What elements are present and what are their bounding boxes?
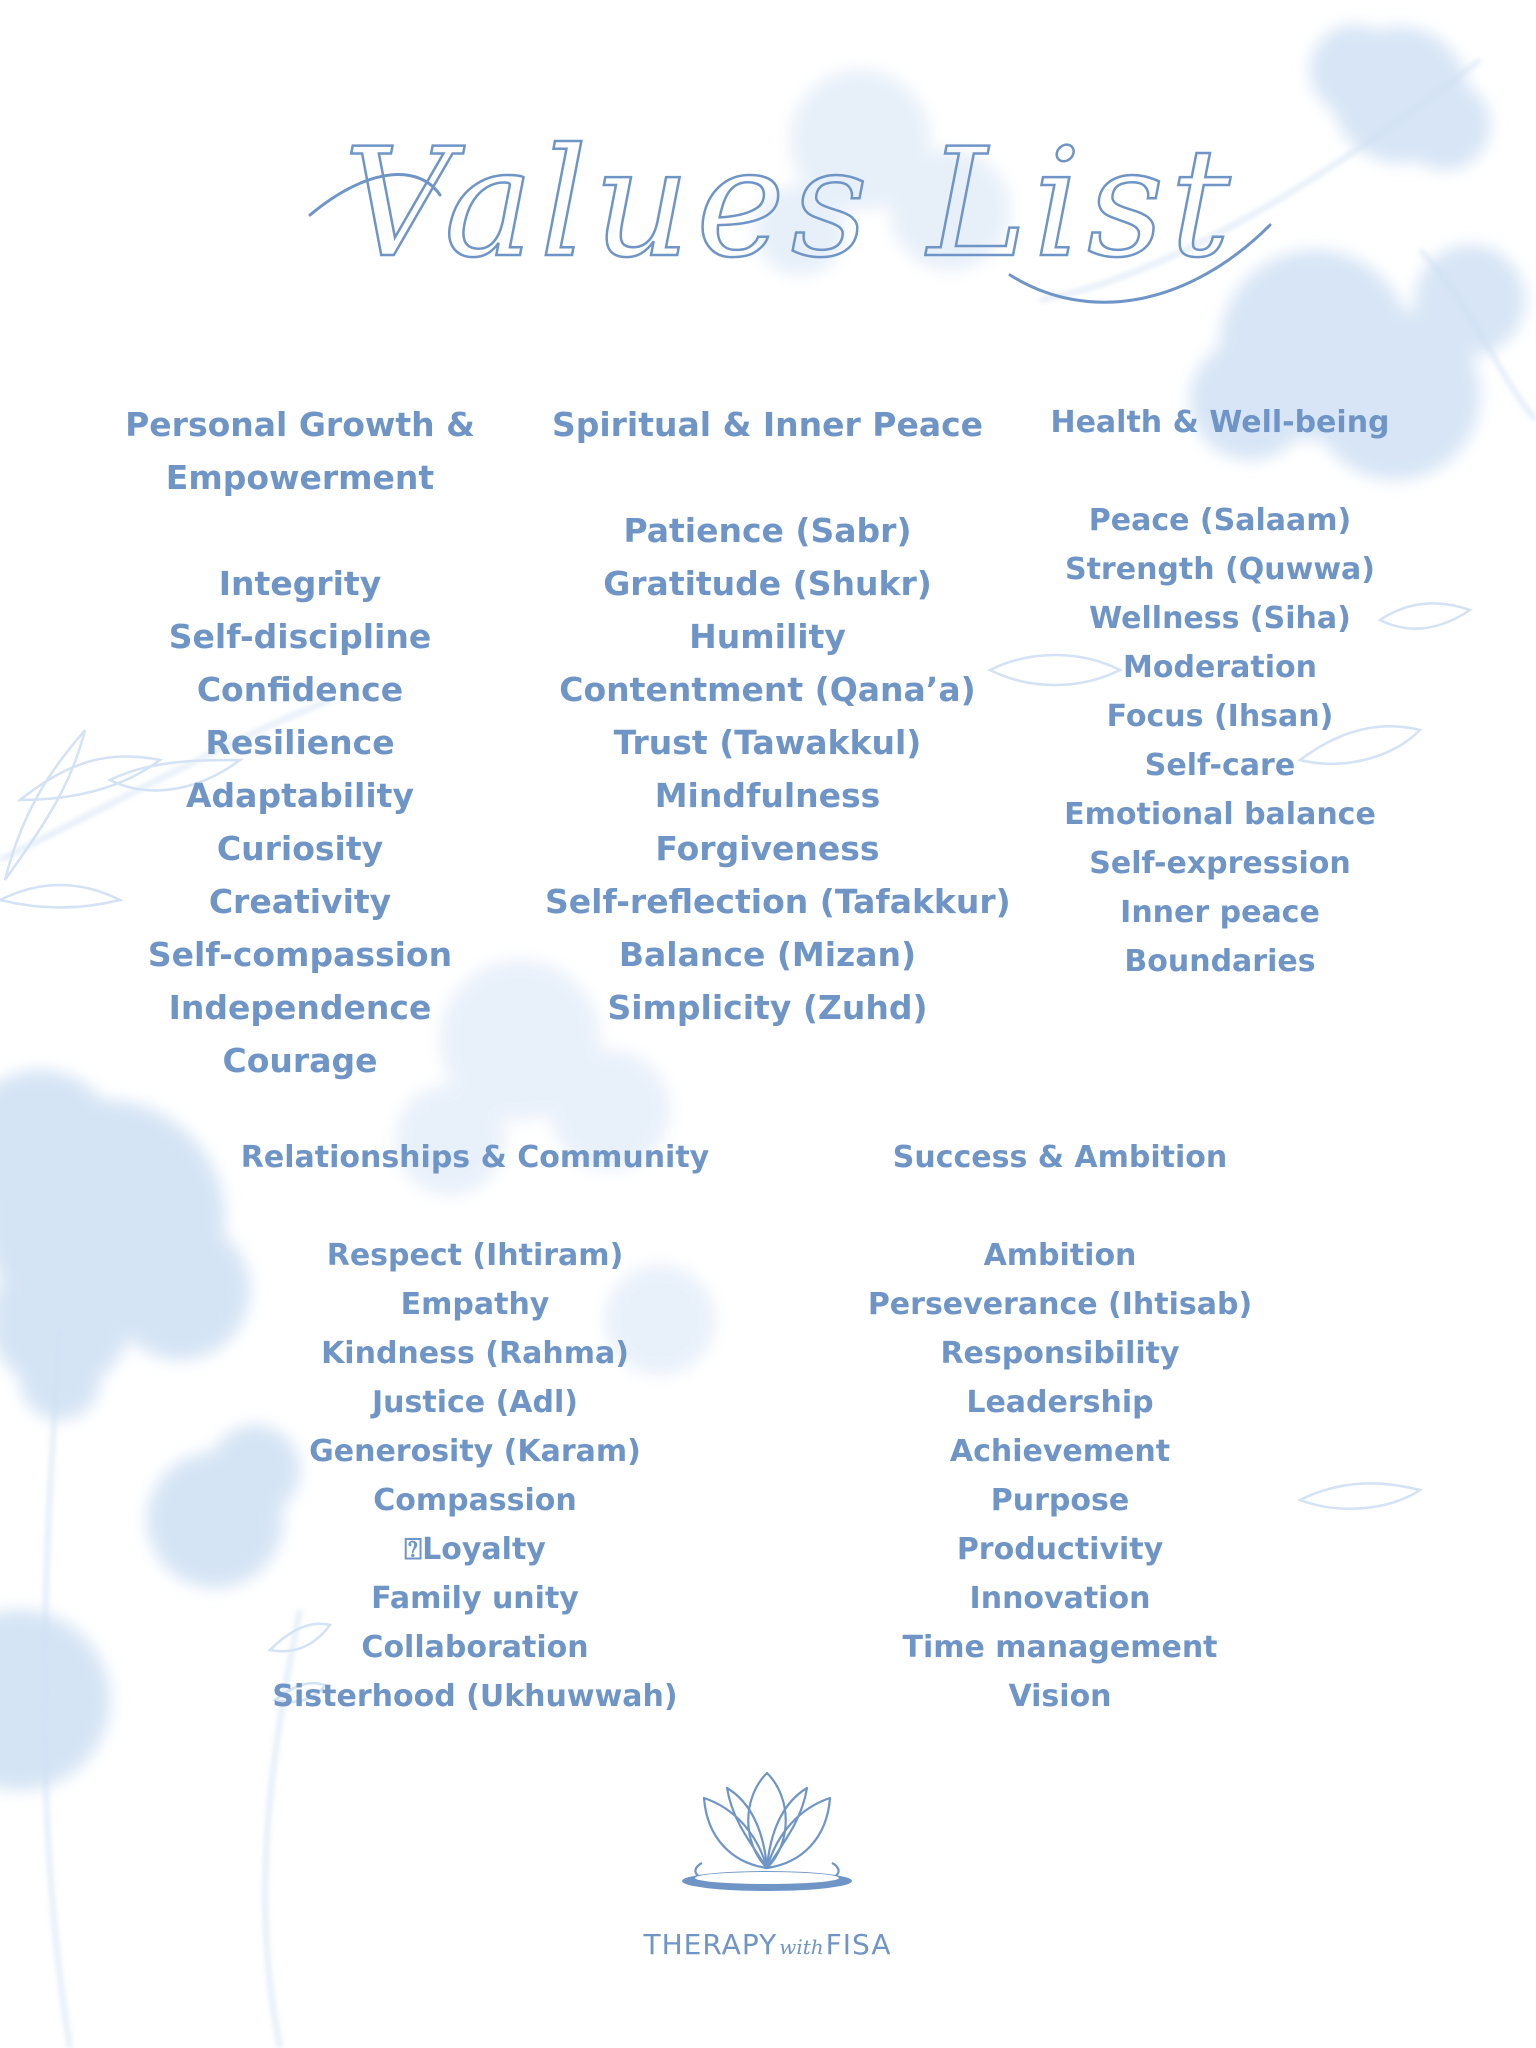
value-item: Innovation (969, 1581, 1151, 1616)
column-personal-growth (100, 398, 500, 1087)
value-item: Peace (Salaam) (1088, 503, 1352, 538)
value-item: Curiosity (216, 829, 384, 868)
column-relationships (240, 1133, 710, 1721)
value-item: Family unity (371, 1581, 579, 1616)
value-item: Adaptability (186, 776, 414, 815)
value-item: Strength (Quwwa) (1064, 552, 1376, 587)
value-list (545, 504, 1011, 1034)
heading-line: Empowerment (165, 458, 435, 497)
column-health (1030, 398, 1410, 986)
value-item: Inner peace (1120, 895, 1320, 930)
page-title (290, 105, 1290, 325)
value-item: Kindness (Rahma) (321, 1336, 629, 1371)
value-item: Perseverance (Ihtisab) (867, 1287, 1253, 1322)
brand-name (630, 1928, 905, 1961)
column-success (860, 1133, 1260, 1721)
value-item: Compassion (373, 1483, 577, 1518)
value-item: Leadership (966, 1385, 1154, 1420)
value-item: Integrity (218, 564, 382, 603)
value-item: Confidence (196, 670, 404, 709)
brand-word: with (779, 1935, 824, 1959)
value-item: Simplicity (Zuhd) (607, 988, 928, 1027)
value-item: Sisterhood (Ukhuwwah) (272, 1679, 678, 1714)
value-item: Purpose (990, 1483, 1130, 1518)
value-item: Boundaries (1124, 944, 1316, 979)
lotus-icon (672, 1768, 862, 1893)
value-item: Vision (1008, 1679, 1112, 1714)
value-item: ⍰Loyalty (404, 1532, 546, 1567)
value-item: Self-care (1144, 748, 1296, 783)
value-item: Self-compassion (147, 935, 453, 974)
column-heading: Success & Ambition (892, 1140, 1228, 1175)
value-item: Mindfulness (654, 776, 881, 815)
value-list (240, 1231, 710, 1721)
value-item: Respect (Ihtiram) (326, 1238, 624, 1273)
value-list (860, 1231, 1260, 1721)
column-heading: Spiritual & Inner Peace (551, 405, 984, 444)
value-list (1030, 496, 1410, 986)
value-item: Independence (168, 988, 432, 1027)
page-title-text: Values List (343, 117, 1237, 291)
brand-word: THERAPY (643, 1928, 778, 1961)
value-item: Responsibility (940, 1336, 1180, 1371)
column-heading: Relationships & Community (240, 1140, 710, 1175)
heading-line: Personal Growth & (125, 405, 475, 444)
brand-logo (630, 1768, 905, 1983)
value-item: Courage (222, 1041, 378, 1080)
value-item: Moderation (1123, 650, 1317, 685)
value-item: Focus (Ihsan) (1106, 699, 1334, 734)
value-item: Resilience (205, 723, 395, 762)
value-item: Generosity (Karam) (309, 1434, 641, 1469)
value-item: Self-expression (1089, 846, 1351, 881)
value-item: Patience (Sabr) (623, 511, 912, 550)
column-heading: Health & Well-being (1050, 405, 1390, 440)
value-item: Emotional balance (1064, 797, 1376, 832)
value-item: Humility (689, 617, 846, 656)
value-item: Creativity (208, 882, 392, 921)
brand-word: FISA (825, 1928, 892, 1961)
value-list (100, 557, 500, 1087)
value-item: Wellness (Siha) (1089, 601, 1351, 636)
value-item: Ambition (983, 1238, 1137, 1273)
column-spiritual (545, 398, 1011, 1034)
value-item: Trust (Tawakkul) (613, 723, 922, 762)
value-item: Time management (902, 1630, 1218, 1665)
value-item: Forgiveness (655, 829, 880, 868)
value-item: Self-reflection (Tafakkur) (545, 882, 1011, 921)
value-item: Achievement (949, 1434, 1171, 1469)
value-item: Balance (Mizan) (618, 935, 917, 974)
value-item: Gratitude (Shukr) (603, 564, 932, 603)
value-item: Justice (Adl) (372, 1385, 578, 1420)
column-heading (100, 398, 500, 504)
value-item: Contentment (Qana’a) (559, 670, 976, 709)
value-item: Collaboration (361, 1630, 589, 1665)
value-item: Productivity (956, 1532, 1164, 1567)
value-item: Self-discipline (168, 617, 432, 656)
value-item: Empathy (400, 1287, 550, 1322)
